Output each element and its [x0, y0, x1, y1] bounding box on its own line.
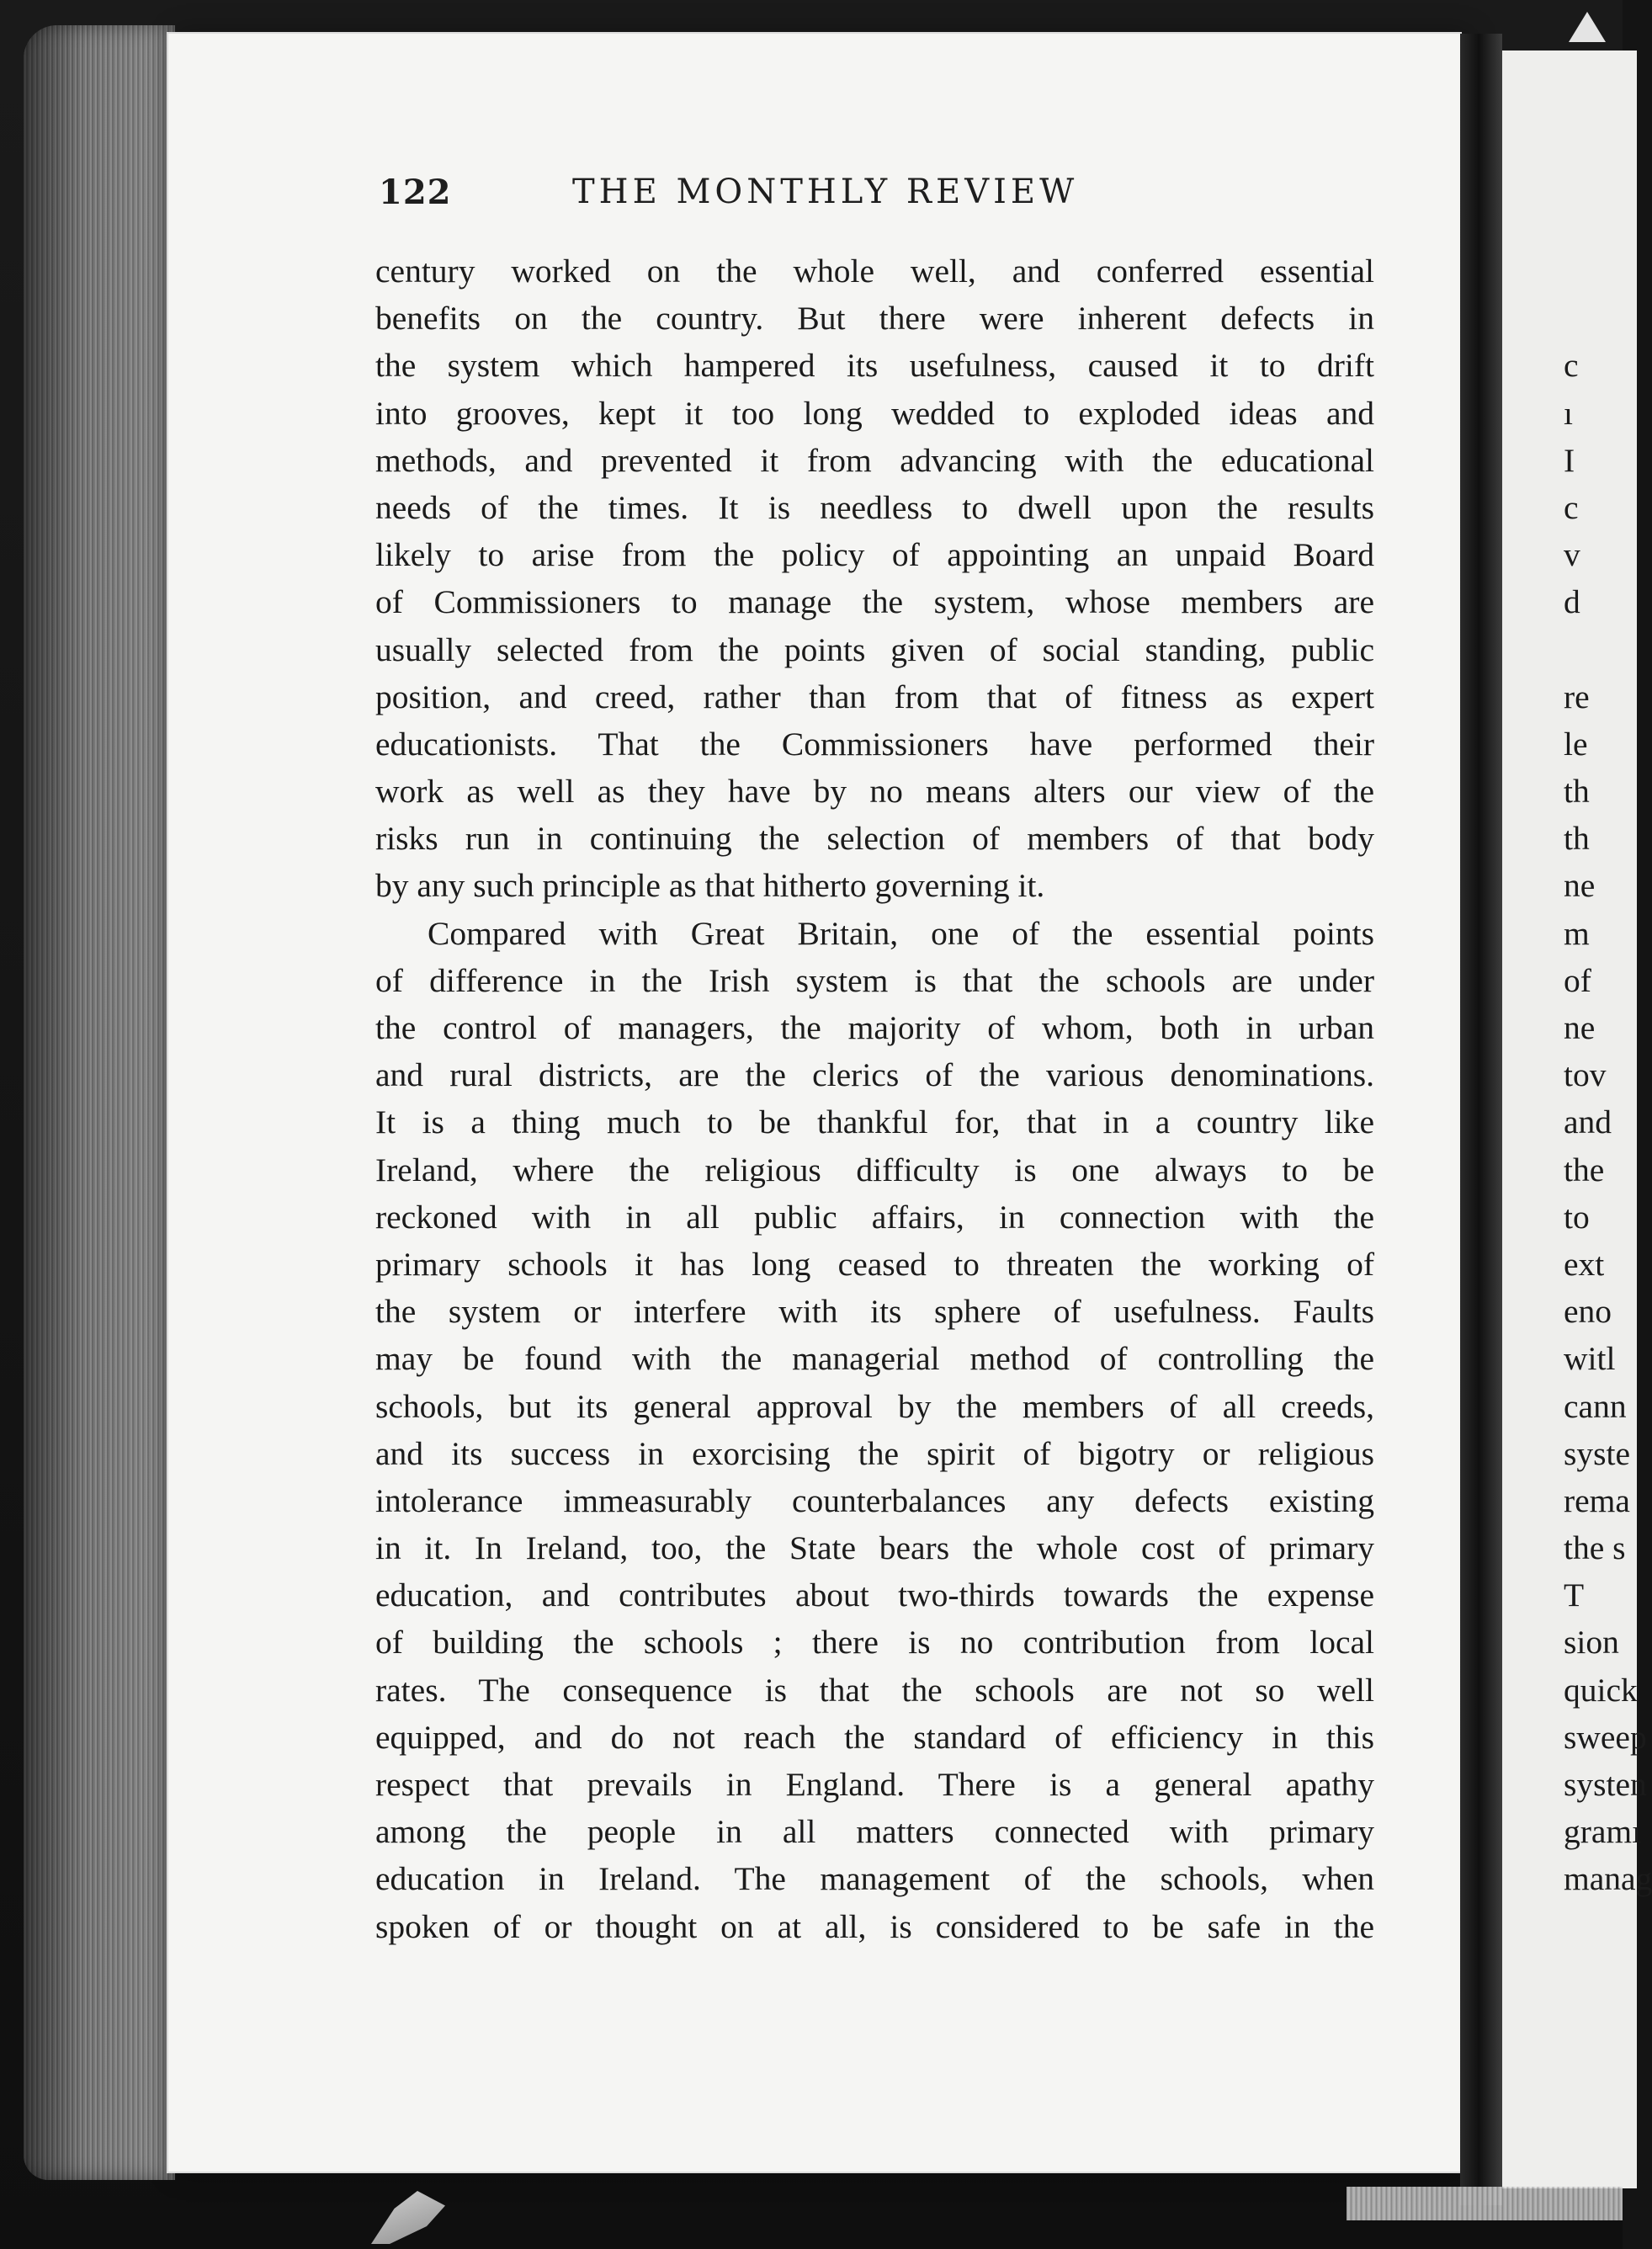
- text-line: reckoned with in all public affairs, in connection with the: [375, 1198, 1374, 1236]
- facing-text-fragment: ne: [1564, 1009, 1596, 1046]
- facing-text-fragment: v: [1564, 536, 1580, 574]
- text-line: respect that prevails in England. There is a general apathy: [375, 1766, 1374, 1803]
- facing-text-fragment: sion: [1564, 1624, 1619, 1661]
- facing-text-fragment: tov: [1564, 1056, 1607, 1094]
- text-line: education in Ireland. The management of the schools, when: [375, 1860, 1374, 1898]
- text-line: century worked on the whole well, and conferred essential: [375, 253, 1374, 290]
- facing-text-fragment: [1564, 626, 1631, 673]
- running-header: [379, 173, 1380, 223]
- text-line: intolerance immeasurably counterbalances any defects existing: [375, 1481, 1374, 1519]
- facing-page-text: [1564, 247, 1652, 1903]
- text-line: Compared with Great Britain, one of the essential points: [428, 914, 1374, 952]
- text-line: equipped, and do not reach the standard of efficiency in this: [375, 1718, 1374, 1756]
- facing-text-fragment: le: [1564, 725, 1588, 763]
- facing-text-fragment: I: [1564, 441, 1575, 479]
- facing-text-fragment: T: [1564, 1576, 1585, 1614]
- corner-marker-shape: [1569, 12, 1606, 42]
- text-line: among the people in all matters connected with primary: [375, 1813, 1374, 1851]
- text-line: in it. In Ireland, too, the State bears the whole cost of primary: [375, 1529, 1374, 1567]
- facing-text-fragment: d: [1564, 583, 1580, 621]
- left-page-edges: [24, 25, 175, 2180]
- page-number: 122: [379, 173, 452, 212]
- body-text: [375, 247, 1374, 1950]
- facing-text-fragment: [1564, 247, 1631, 295]
- facing-text-fragment: rema: [1564, 1481, 1630, 1519]
- facing-text-fragment: th: [1564, 820, 1590, 858]
- page-clip-shape: [362, 2185, 454, 2244]
- facing-text-fragment: ne: [1564, 867, 1596, 905]
- facing-text-fragment: ı: [1564, 394, 1573, 432]
- facing-text-fragment: cann: [1564, 1387, 1627, 1425]
- facing-text-fragment: the s: [1564, 1529, 1626, 1567]
- text-line: methods, and prevented it from advancing with the educational: [375, 441, 1374, 479]
- text-line: rates. The consequence is that the schools are not so well: [375, 1671, 1374, 1709]
- page-edges-bottom: [1347, 2187, 1623, 2220]
- text-line: into grooves, kept it too long wedded to exploded ideas and: [375, 394, 1374, 432]
- text-line: spoken of or thought on at all, is considered to be safe in the: [375, 1907, 1374, 1945]
- text-line: likely to arise from the policy of appointing an unpaid Board: [375, 536, 1374, 574]
- text-line: and rural districts, are the clerics of the various denominations.: [375, 1056, 1374, 1094]
- text-line: risks run in continuing the selection of members of that body: [375, 820, 1374, 858]
- facing-text-fragment: th: [1564, 773, 1590, 811]
- facing-text-fragment: and: [1564, 1103, 1612, 1141]
- text-line: It is a thing much to be thankful for, that in a country like: [375, 1103, 1374, 1141]
- facing-text-fragment: eno: [1564, 1293, 1612, 1331]
- facing-text-fragment: to: [1564, 1198, 1590, 1236]
- facing-text-fragment: sweep: [1564, 1718, 1647, 1756]
- text-line: the system which hampered its usefulness, caused it to drift: [375, 347, 1374, 385]
- text-line: educationists. That the Commissioners have performed their: [375, 725, 1374, 763]
- text-line: needs of the times. It is needless to dwell upon the results: [375, 488, 1374, 526]
- text-line: of building the schools ; there is no contribution from local: [375, 1624, 1374, 1661]
- text-line: position, and creed, rather than from that of fitness as expert: [375, 678, 1374, 715]
- text-line: and its success in exorcising the spirit of bigotry or religious: [375, 1434, 1374, 1472]
- text-line: Ireland, where the religious difficulty is one always to be: [375, 1151, 1374, 1188]
- facing-text-fragment: systen: [1564, 1766, 1647, 1803]
- facing-text-fragment: the: [1564, 1151, 1605, 1188]
- facing-text-fragment: manag: [1564, 1860, 1652, 1898]
- running-title: THE MONTHLY REVIEW: [572, 173, 1079, 211]
- text-line: the control of managers, the majority of whom, both in urban: [375, 1009, 1374, 1046]
- facing-text-fragment: gramı: [1564, 1813, 1642, 1851]
- text-line: schools, but its general approval by the members of all creeds,: [375, 1387, 1374, 1425]
- text-line: the system or interfere with its sphere of usefulness. Faults: [375, 1293, 1374, 1331]
- text-line: of difference in the Irish system is that the schools are under: [375, 961, 1374, 999]
- facing-text-fragment: of: [1564, 961, 1591, 999]
- text-line: primary schools it has long ceased to threaten the working of: [375, 1245, 1374, 1283]
- book-gutter: [1460, 34, 1502, 2205]
- facing-text-fragment: witl: [1564, 1340, 1616, 1378]
- facing-text-fragment: c: [1564, 347, 1579, 385]
- text-line: by any such principle as that hitherto governing it.: [375, 867, 1045, 905]
- text-line: education, and contributes about two-thirds towards the expense: [375, 1576, 1374, 1614]
- text-line: may be found with the managerial method of controlling the: [375, 1340, 1374, 1378]
- facing-text-fragment: [1564, 295, 1631, 342]
- text-line: work as well as they have by no means alters our view of the: [375, 773, 1374, 811]
- facing-text-fragment: c: [1564, 488, 1579, 526]
- text-line: usually selected from the points given of social standing, public: [375, 630, 1374, 668]
- facing-text-fragment: syste: [1564, 1434, 1630, 1472]
- text-line: of Commissioners to manage the system, whose members are: [375, 583, 1374, 621]
- text-line: benefits on the country. But there were inherent defects in: [375, 300, 1374, 338]
- facing-text-fragment: re: [1564, 678, 1590, 715]
- facing-text-fragment: m: [1564, 914, 1590, 952]
- facing-text-fragment: ext: [1564, 1245, 1605, 1283]
- facing-text-fragment: quick: [1564, 1671, 1638, 1709]
